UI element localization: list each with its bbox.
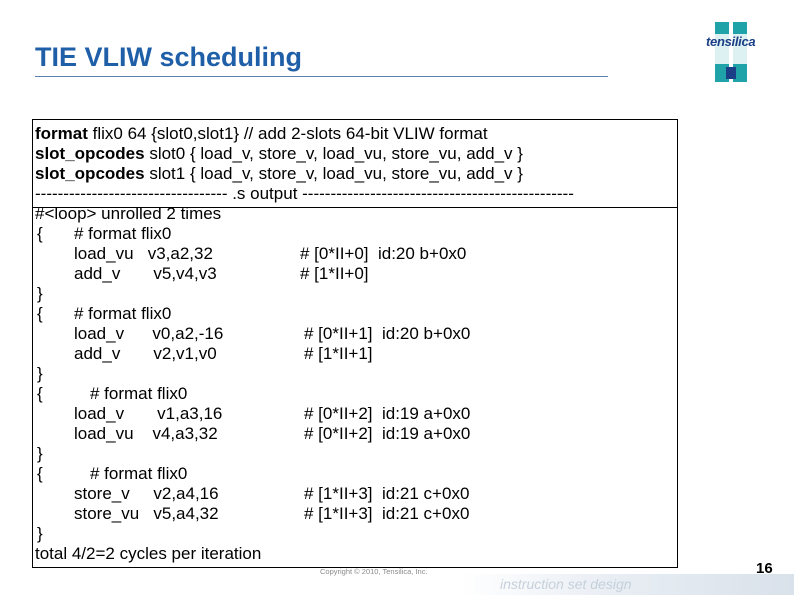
group2-open-brace: {	[37, 304, 43, 323]
group3-comment2: # [0*II+2] id:19 a+0x0	[304, 424, 471, 443]
group2-comment2: # [1*II+1]	[304, 344, 373, 363]
slot1-opcodes-line: slot_opcodes slot1 { load_v, store_v, load_vu, store_vu, add_v }	[35, 164, 523, 183]
slot0-opcodes-line: slot_opcodes slot0 { load_v, store_v, load_vu, store_vu, add_v }	[35, 144, 523, 163]
group2-format: # format flix0	[74, 304, 172, 323]
group2-close-brace: }	[37, 364, 43, 383]
group3-close-brace: }	[37, 444, 43, 463]
format-line: format flix0 64 {slot0,slot1} // add 2-slots 64-bit VLIW format	[35, 124, 488, 143]
cycles-summary: total 4/2=2 cycles per iteration	[35, 544, 262, 563]
group3-open-brace: {	[37, 384, 43, 403]
group4-comment2: # [1*II+3] id:21 c+0x0	[304, 504, 470, 523]
output-separator: ---------------------------------- .s output ------------------------------------------------	[35, 184, 574, 203]
group3-instr2: load_vu v4,a3,32	[74, 424, 218, 443]
group4-comment1: # [1*II+3] id:21 c+0x0	[304, 484, 470, 503]
group1-instr2: add_v v5,v4,v3	[74, 264, 217, 283]
group3-comment1: # [0*II+2] id:19 a+0x0	[304, 404, 471, 423]
group4-open-brace: {	[37, 464, 43, 483]
group1-comment2: # [1*II+0]	[300, 264, 369, 283]
group4-instr1: store_v v2,a4,16	[74, 484, 219, 503]
group3-format: # format flix0	[90, 384, 188, 403]
group1-comment1: # [0*II+0] id:20 b+0x0	[300, 244, 467, 263]
tensilica-logo-icon	[700, 20, 762, 82]
group4-instr2: store_vu v5,a4,32	[74, 504, 219, 523]
footer-background-text: instruction set design	[500, 576, 632, 592]
group4-format: # format flix0	[90, 464, 188, 483]
group3-instr1: load_v v1,a3,16	[74, 404, 223, 423]
group4-close-brace: }	[37, 524, 43, 543]
group1-open-brace: {	[37, 224, 43, 243]
title-underline	[35, 76, 608, 77]
group1-close-brace: }	[37, 284, 43, 303]
page-number: 16	[756, 560, 773, 577]
slide-title: TIE VLIW scheduling	[35, 42, 303, 72]
copyright-notice: Copyright © 2010, Tensilica, Inc.	[320, 567, 428, 576]
group2-instr2: add_v v2,v1,v0	[74, 344, 217, 363]
group2-comment1: # [0*II+1] id:20 b+0x0	[304, 324, 471, 343]
footer-decoration	[460, 574, 794, 595]
tensilica-logo-text: tensilica	[706, 34, 756, 49]
group1-instr1: load_vu v3,a2,32	[74, 244, 213, 263]
loop-header: #<loop> unrolled 2 times	[35, 204, 222, 223]
group2-instr1: load_v v0,a2,-16	[74, 324, 224, 343]
group1-format: # format flix0	[74, 224, 172, 243]
